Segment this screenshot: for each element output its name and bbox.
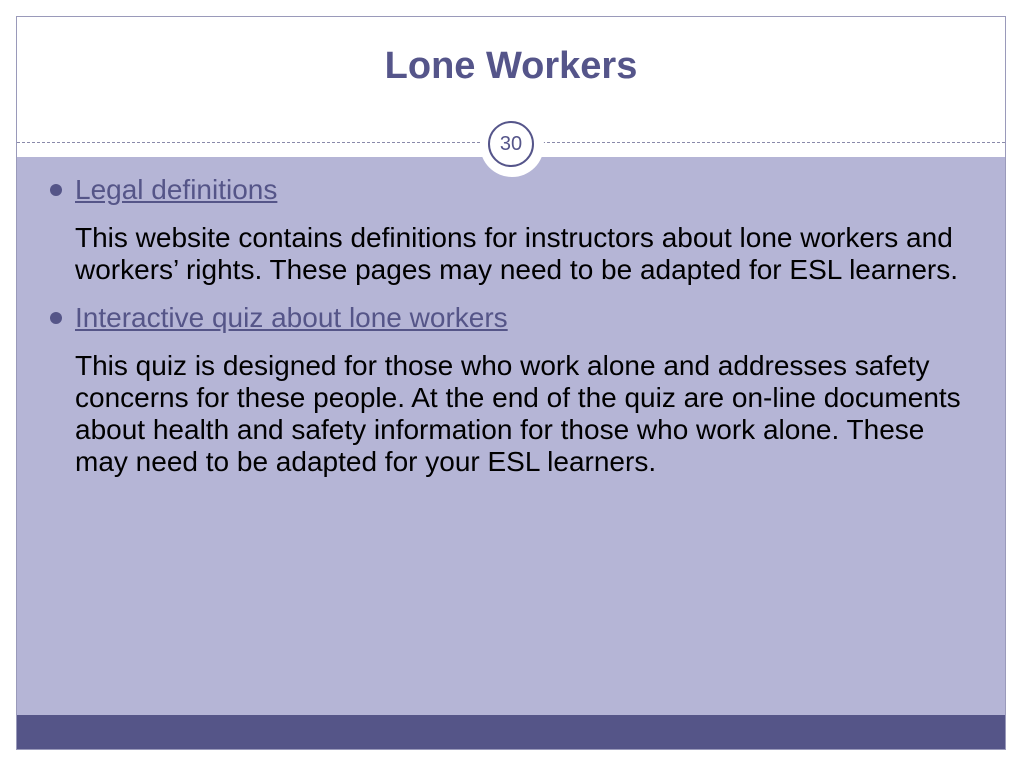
- page-number-badge: [480, 113, 544, 177]
- page-number: 30: [488, 121, 534, 167]
- slide-title: Lone Workers: [384, 45, 638, 87]
- interactive-quiz-description: This quiz is designed for those who work alone and addresses safety concerns for these people. At the end of the quiz are on-line documents about health and safety information for those who work alone. These may need to be adapted for your ESL learners.: [75, 350, 961, 477]
- slide: [16, 16, 1006, 750]
- interactive-quiz-link[interactable]: Interactive quiz about lone workers: [75, 302, 508, 333]
- list-item: [47, 172, 967, 286]
- bullet-list: [47, 172, 967, 492]
- bullet-icon: [50, 312, 62, 324]
- legal-definitions-link[interactable]: Legal definitions: [75, 174, 278, 205]
- list-item: [47, 300, 967, 478]
- footer-bar: [17, 715, 1005, 749]
- legal-definitions-description: This website contains definitions for instructors about lone workers and workers’ rights. These pages may need to be adapted for ESL learners.: [75, 222, 959, 285]
- bullet-icon: [50, 184, 62, 196]
